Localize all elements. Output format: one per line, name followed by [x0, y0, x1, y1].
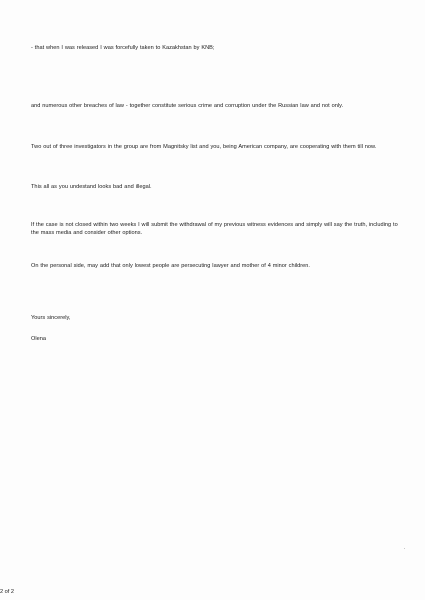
paragraph-personal-side: On the personal side, may add that only lowest people are persecuting lawyer and mother of 4 minor children. [31, 263, 311, 269]
paragraph-withdrawal: If the case is not closed within two weeks I will submit the withdrawal of my previous witness evidences and simply will say the truth, including to the mass media and consider other options. [31, 222, 398, 237]
scan-speck [404, 548, 405, 549]
signature-name: Olena [31, 336, 47, 342]
page-number: 2 of 2 [0, 589, 14, 595]
paragraph-breaches-of-law: and numerous other breaches of law - together constitute serious crime and corruption under the Russian law and not only. [31, 103, 344, 109]
closing-line: Yours sincerely, [31, 315, 71, 321]
paragraph-kazakhstan: - that when I was released I was forcefully taken to Kazakhstan by KNB; [31, 45, 215, 51]
paragraph-illegal: This all as you undestand looks bad and illegal. [31, 184, 152, 190]
paragraph-investigators: Two out of three investigators in the group are from Magnitsky list and you, being American company, are cooperating with them till now. [31, 144, 377, 150]
